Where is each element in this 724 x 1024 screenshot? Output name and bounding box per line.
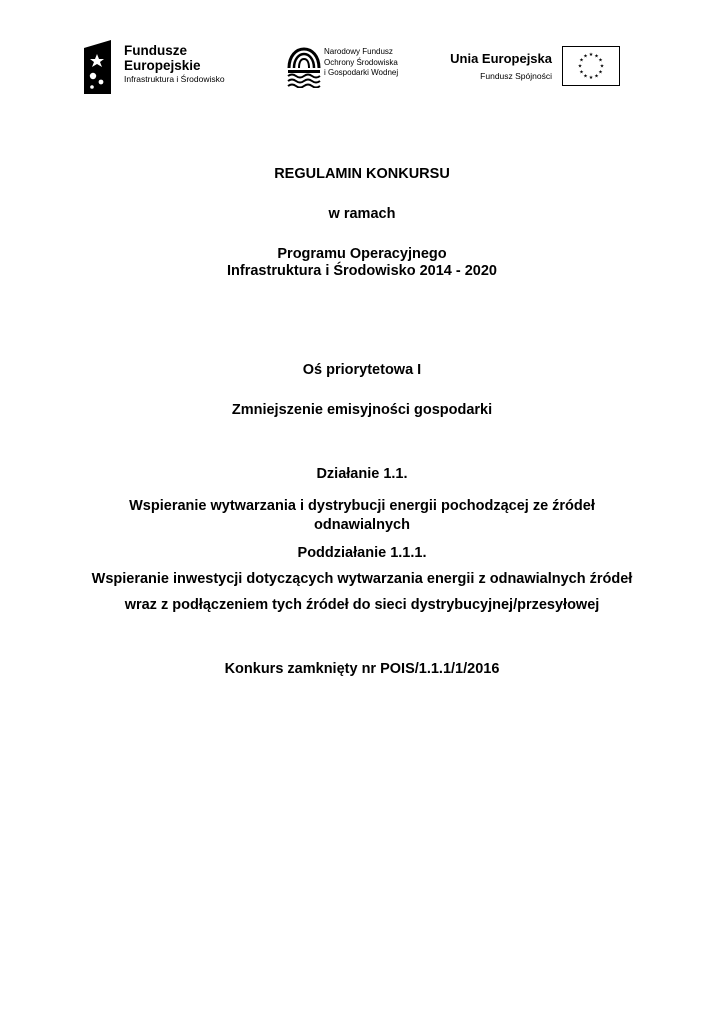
nfosigw-line3: i Gospodarki Wodnej [324, 68, 399, 77]
svg-text:★: ★ [588, 52, 594, 58]
priority-axis-title: Zmniejszenie emisyjności gospodarki [231, 402, 493, 418]
logo-bar [0, 0, 724, 110]
program-line1: Programu Operacyjnego [277, 246, 447, 262]
unia-europejska-logo [444, 46, 624, 90]
subaction-number: Poddziałanie 1.1.1. [297, 545, 427, 561]
eu-flag-icon [562, 46, 620, 86]
action-title-line2: odnawialnych [314, 517, 410, 533]
fundusze-label: Fundusze [124, 43, 187, 58]
priority-axis: Oś priorytetowa I [302, 362, 422, 378]
svg-text:★: ★ [594, 73, 599, 80]
svg-text:★: ★ [583, 53, 588, 60]
svg-text:★: ★ [598, 69, 603, 76]
within-label: w ramach [328, 206, 396, 222]
subaction-title-line1: Wspieranie inwestycji dotyczących wytwarzania energii z odnawialnych źródeł [91, 571, 633, 587]
action-number: Działanie 1.1. [316, 466, 408, 482]
svg-text:★: ★ [579, 69, 584, 76]
fundusz-spojnosci-label: Fundusz Spójności [480, 71, 552, 81]
svg-text:★: ★ [579, 57, 584, 64]
program-label: Infrastruktura i Środowisko [124, 74, 225, 84]
action-title-line1: Wspieranie wytwarzania i dystrybucji energii pochodzącej ze źródeł [129, 498, 595, 514]
svg-text:★: ★ [594, 53, 599, 60]
nfosigw-line2: Ochrony Środowiska [324, 57, 398, 67]
contest-number: Konkurs zamknięty nr POIS/1.1.1/1/2016 [224, 661, 500, 677]
svg-text:★: ★ [599, 63, 605, 70]
fundusze-europejskie-emblem-icon [84, 40, 114, 94]
unia-europejska-label: Unia Europejska [450, 51, 552, 66]
nfosigw-emblem-icon [286, 46, 322, 88]
program-line2: Infrastruktura i Środowisko 2014 - 2020 [227, 263, 497, 279]
svg-text:★: ★ [577, 63, 583, 70]
nfosigw-line1: Narodowy Fundusz [324, 47, 393, 56]
europejskie-label: Europejskie [124, 57, 201, 73]
fundusze-europejskie-logo [84, 40, 254, 94]
svg-text:★: ★ [588, 75, 594, 81]
subaction-title-line2: wraz z podłączeniem tych źródeł do sieci dystrybucyjnej/przesyłowej [124, 597, 600, 613]
nfosigw-logo [286, 46, 416, 90]
svg-text:★: ★ [598, 57, 603, 64]
svg-text:★: ★ [583, 73, 588, 80]
document-title: REGULAMIN KONKURSU [274, 166, 450, 182]
